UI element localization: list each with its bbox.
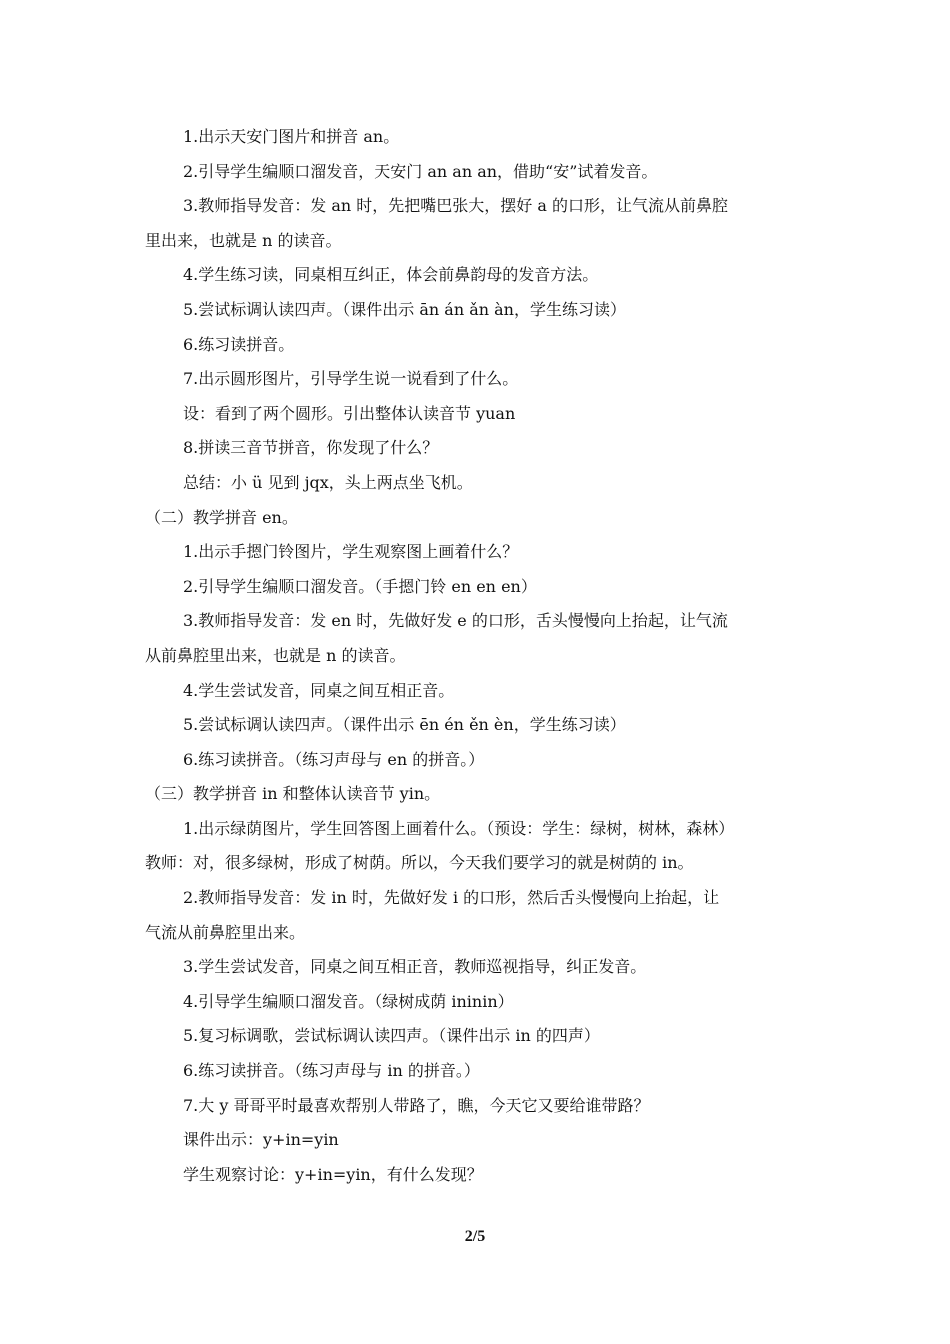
section-heading: （三）教学拼音 in 和整体认读音节 yin。 xyxy=(145,784,441,804)
document-body xyxy=(145,120,810,1192)
text-line: 3.教师指导发音：发 an 时，先把嘴巴张大，摆好 a 的口形，让气流从前鼻腔 xyxy=(183,196,728,216)
text-line: 2.引导学生编顺口溜发音，天安门 an an an，借助“安”试着发音。 xyxy=(183,161,658,181)
text-line: 8.拼读三音节拼音，你发现了什么？ xyxy=(183,438,439,458)
text-line: 设：看到了两个圆形。引出整体认读音节 yuan xyxy=(183,403,516,423)
section-heading: （二）教学拼音 en。 xyxy=(145,507,298,527)
text-line: 4.学生尝试发音，同桌之间互相正音。 xyxy=(183,680,455,700)
text-line: 5.尝试标调认读四声。（课件出示 ān án ǎn àn，学生练习读） xyxy=(183,299,626,319)
text-line: 课件出示：y+in=yin xyxy=(183,1130,339,1150)
text-line: 3.教师指导发音：发 en 时，先做好发 e 的口形，舌头慢慢向上抬起，让气流 xyxy=(183,611,728,631)
text-line: 1.出示天安门图片和拼音 an。 xyxy=(183,127,400,146)
text-line: 学生观察讨论：y+in=yin，有什么发现？ xyxy=(183,1164,483,1184)
text-line: 7.大 y 哥哥平时最喜欢帮别人带路了，瞧，今天它又要给谁带路？ xyxy=(183,1095,650,1115)
text-line: 里出来，也就是 n 的读音。 xyxy=(145,230,342,250)
page-number: 2/5 xyxy=(464,1228,486,1245)
text-line: 总结：小 ü 见到 jqx，头上两点坐飞机。 xyxy=(183,472,473,492)
text-line: 4.学生练习读，同桌相互纠正，体会前鼻韵母的发音方法。 xyxy=(183,265,599,285)
text-line: 1.出示手摁门铃图片，学生观察图上画着什么？ xyxy=(183,542,519,562)
text-line: 2.教师指导发音：发 in 时，先做好发 i 的口形，然后舌头慢慢向上抬起，让 xyxy=(183,888,720,908)
text-line: 6.练习读拼音。（练习声母与 in 的拼音。） xyxy=(183,1061,480,1081)
text-line: 5.尝试标调认读四声。（课件出示 ēn én ěn èn，学生练习读） xyxy=(183,715,626,735)
text-line: 4.引导学生编顺口溜发音。（绿树成荫 ininin） xyxy=(183,991,514,1011)
text-line: 6.练习读拼音。 xyxy=(183,334,295,354)
text-line: 5.复习标调歌，尝试标调认读四声。（课件出示 in 的四声） xyxy=(183,1026,600,1046)
text-line: 2.引导学生编顺口溜发音。（手摁门铃 en en en） xyxy=(183,576,537,596)
text-line: 3.学生尝试发音，同桌之间互相正音，教师巡视指导，纠正发音。 xyxy=(183,957,647,977)
text-line: 教师：对，很多绿树，形成了树荫。所以，今天我们要学习的就是树荫的 in。 xyxy=(145,853,694,873)
text-line: 1.出示绿荫图片，学生回答图上画着什么。（预设：学生：绿树，树林，森林） xyxy=(183,818,735,838)
text-line: 从前鼻腔里出来，也就是 n 的读音。 xyxy=(145,645,406,665)
text-line: 6.练习读拼音。（练习声母与 en 的拼音。） xyxy=(183,749,485,769)
text-line: 7.出示圆形图片，引导学生说一说看到了什么。 xyxy=(183,369,519,389)
text-line: 气流从前鼻腔里出来。 xyxy=(145,922,306,942)
